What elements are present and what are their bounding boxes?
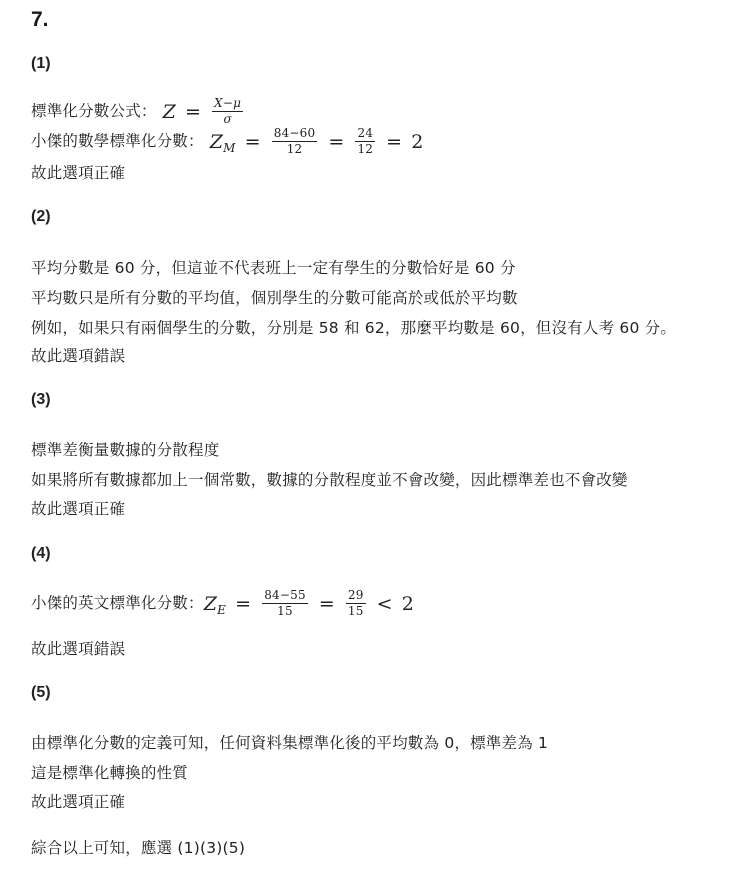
math-fraction (346, 589, 366, 618)
part-1-label: (1) (31, 55, 51, 72)
english-score-caption: 小傑的英文標準化分數： (31, 594, 204, 612)
math-fraction (272, 127, 318, 156)
english-z-score-calc (204, 589, 414, 618)
math-fraction (212, 97, 243, 126)
fraction-denominator: σ (223, 112, 232, 126)
fraction-denominator: 15 (347, 604, 364, 618)
english-score-line (31, 589, 414, 618)
math-less-than: < (376, 592, 393, 615)
formula-caption: 標準化分數公式： (31, 102, 157, 120)
math-fraction (355, 127, 375, 156)
fraction-numerator: 84−60 (273, 126, 316, 140)
math-equals: = (328, 130, 345, 153)
conclusion: 綜合以上可知，應選 (1)(3)(5) (31, 839, 246, 857)
fraction-numerator: 84−55 (264, 588, 306, 602)
part-3-verdict: 故此選項正確 (31, 500, 126, 518)
part-5-line: 由標準化分數的定義可知，任何資料集標準化後的平均數為 0，標準差為 1 (31, 734, 549, 752)
math-result: 2 (401, 592, 415, 615)
part-2-verdict: 故此選項錯誤 (31, 347, 126, 365)
z-score-formula (163, 97, 246, 126)
fraction-numerator: 24 (357, 126, 374, 140)
math-equals: = (318, 592, 335, 615)
part-3-line: 標準差衡量數據的分散程度 (31, 441, 220, 459)
part-2-line: 平均數只是所有分數的平均值，個別學生的分數可能高於或低於平均數 (31, 289, 518, 307)
part-2-line: 例如，如果只有兩個學生的分數，分別是 58 和 62，那麼平均數是 60，但沒有人考 60 分。 (31, 319, 677, 337)
math-result: 2 (411, 130, 424, 153)
math-equals: = (244, 130, 261, 153)
part-4-label: (4) (31, 545, 51, 562)
math-equals: = (235, 592, 252, 615)
math-z-score-calc (210, 127, 424, 156)
math-equals: = (386, 130, 403, 153)
fraction-numerator: X−μ (214, 96, 242, 110)
part-4-verdict: 故此選項錯誤 (31, 640, 126, 658)
part-3-label: (3) (31, 391, 51, 408)
part-2-line: 平均分數是 60 分，但這並不代表班上一定有學生的分數恰好是 60 分 (31, 259, 516, 277)
math-score-line (31, 127, 424, 156)
fraction-denominator: 15 (277, 604, 293, 618)
fraction-numerator: 29 (347, 588, 364, 602)
part-5-label: (5) (31, 684, 51, 701)
math-z: Z (209, 130, 224, 153)
part-5-line: 這是標準化轉換的性質 (31, 764, 189, 782)
math-score-caption: 小傑的數學標準化分數： (31, 132, 204, 150)
part-1-verdict: 故此選項正確 (31, 164, 126, 182)
math-fraction (262, 589, 308, 618)
question-number: 7. (31, 8, 49, 31)
math-subscript: M (223, 140, 236, 155)
math-z: Z (162, 100, 177, 123)
fraction-denominator: 12 (286, 142, 303, 156)
part-3-line: 如果將所有數據都加上一個常數，數據的分散程度並不會改變，因此標準差也不會改變 (31, 471, 628, 489)
fraction-denominator: 12 (357, 142, 374, 156)
math-subscript: E (217, 602, 227, 617)
part-5-verdict: 故此選項正確 (31, 793, 126, 811)
math-equals: = (185, 100, 202, 123)
part-2-label: (2) (31, 208, 51, 225)
math-z: Z (203, 592, 218, 615)
formula-line (31, 97, 245, 126)
